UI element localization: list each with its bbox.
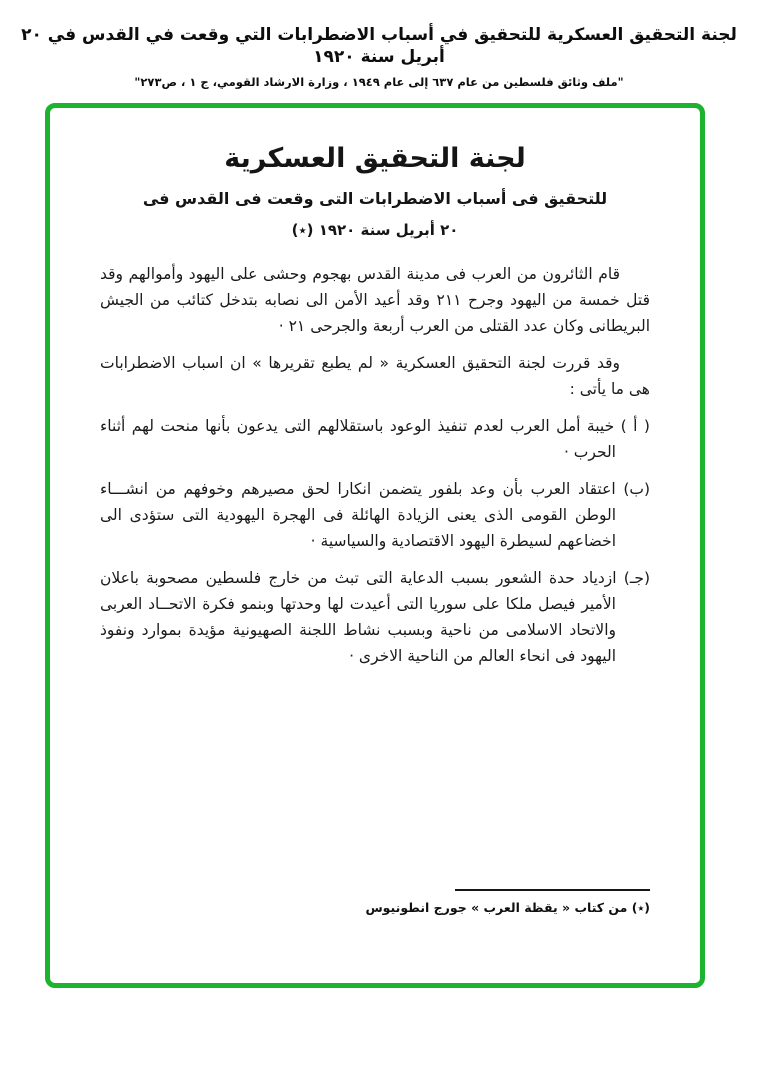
list-item-a xyxy=(100,413,650,465)
document-title: لجنة التحقيق العسكرية xyxy=(224,143,526,174)
list-item-b xyxy=(100,476,650,554)
footnote-area xyxy=(365,889,650,915)
list-item-a-marker: ( أ ) xyxy=(620,417,650,435)
list-item-a-text: خيبة أمل العرب لعدم تنفيذ الوعود باستقلالهم التى يدعون بأنها منحت لهم أثناء الحرب · xyxy=(100,417,616,461)
footnote-text: (٭) من كتاب « يقظة العرب » جورج انطونيوس xyxy=(365,900,650,915)
body-paragraph-2: وقد قررت لجنة التحقيق العسكرية « لم يطبع تقريرها » ان اسباب الاضطرابات هى ما يأتى : xyxy=(100,354,650,398)
list-item-j-text: ازدياد حدة الشعور بسبب الدعاية التى تبث من خارج فلسطين مصحوبة باعلان الأمير فيصل ملكا على سوريا التى أعيدت لها وحدتها وبنمو فكرة الاتحــاد العربى والاتحاد الاسلامى من ناحية وبسبب نشاط اللجنة الصهيونية مؤيدة بموارد ونفوذ اليهود فى انحاء العالم من الناحية الاخرى · xyxy=(100,569,617,665)
document-subtitle: للتحقيق فى أسباب الاضطرابات التى وقعت فى القدس فى xyxy=(142,189,608,208)
list-item-j-marker: (جـ) xyxy=(623,569,650,587)
document-date-line: ٢٠ أبريل سنة ١٩٢٠ (٭) xyxy=(291,221,459,239)
footnote-divider xyxy=(455,889,650,891)
list-item-b-marker: (ب) xyxy=(623,480,650,498)
body-paragraph-1: قام الثائرون من العرب فى مدينة القدس بهجوم وحشى على اليهود وأموالهم وقد قتل خمسة من اليهود وجرح ٢١١ وقد أعيد الأمن الى نصابه بتدخل كتائب من الجيش البريطانى وكان عدد القتلى من العرب أربعة والجرحى ٢١ · xyxy=(100,265,650,335)
document-body xyxy=(100,261,650,669)
page-header-source-citation: "ملف وثائق فلسطين من عام ٦٣٧ إلى عام ١٩٤٩ ، وزارة الارشاد القومي، ج ١ ، ص٢٧٣" xyxy=(134,75,624,89)
green-annotation-frame xyxy=(45,103,705,988)
page-header-title: لجنة التحقيق العسكرية للتحقيق في أسباب الاضطرابات التي وقعت في القدس في ٢٠ أبريل سنة ١٩٢٠ xyxy=(21,25,737,67)
page-header xyxy=(0,24,758,89)
list-item-b-text: اعتقاد العرب بأن وعد بلفور يتضمن انكارا لحق مصيرهم وخوفهم من انشـــاء الوطن القومى الذى يعنى الزيادة الهائلة فى الهجرة اليهودية التى ستؤدى الى اخضاعهم لسيطرة اليهود الاقتصادية والسياسية · xyxy=(100,480,616,550)
list-item-j xyxy=(100,565,650,669)
